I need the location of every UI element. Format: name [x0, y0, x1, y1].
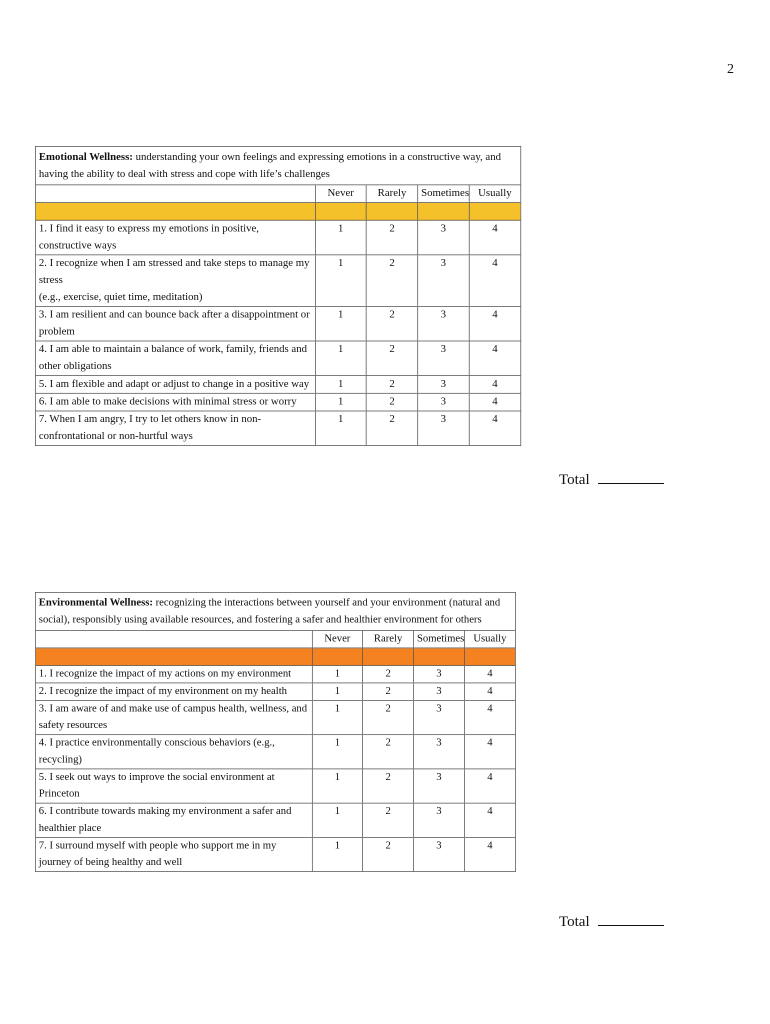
score-usually[interactable]: 4: [469, 306, 520, 341]
section-title: Environmental Wellness:: [38, 597, 153, 609]
score-never[interactable]: 1: [312, 803, 363, 837]
table-row: [36, 255, 521, 307]
score-sometimes[interactable]: 3: [414, 665, 465, 683]
score-usually[interactable]: 4: [464, 700, 515, 734]
score-rarely[interactable]: 2: [363, 683, 414, 701]
question-text: 5. I seek out ways to improve the social environment at Princeton: [36, 769, 312, 803]
table-row: [36, 837, 515, 871]
color-band: [36, 648, 515, 666]
question-text: 6. I am able to make decisions with minimal stress or worry: [36, 393, 315, 411]
score-never[interactable]: 1: [312, 837, 363, 871]
question-text: 3. I am resilient and can bounce back after a disappointment or problem: [36, 306, 315, 341]
score-rarely[interactable]: 2: [366, 411, 417, 445]
environmental-total: [559, 912, 664, 931]
table-row: [36, 306, 521, 341]
score-never[interactable]: 1: [315, 220, 366, 255]
score-sometimes[interactable]: 3: [414, 683, 465, 701]
emotional-wellness-section: [35, 146, 521, 446]
total-label: Total: [559, 472, 590, 488]
score-sometimes[interactable]: 3: [418, 411, 469, 445]
header-never: Never: [312, 631, 363, 648]
header-rarely: Rarely: [366, 185, 417, 202]
section-header: [36, 593, 515, 631]
question-text: 2. I recognize the impact of my environment on my health: [36, 683, 312, 701]
score-never[interactable]: 1: [312, 769, 363, 803]
section-header: [36, 147, 521, 185]
score-rarely[interactable]: 2: [366, 393, 417, 411]
header-row: [36, 631, 515, 648]
section-description: understanding your own feelings and expressing emotions in a constructive way, and having the ability to deal with stress and cope with life’s challenges: [38, 151, 501, 180]
score-sometimes[interactable]: 3: [418, 341, 469, 376]
score-usually[interactable]: 4: [464, 803, 515, 837]
score-never[interactable]: 1: [312, 665, 363, 683]
score-usually[interactable]: 4: [464, 837, 515, 871]
question-text: 2. I recognize when I am stressed and take steps to manage my stress (e.g., exercise, quiet time, meditation): [36, 255, 315, 307]
total-blank-field[interactable]: [598, 470, 664, 484]
score-sometimes[interactable]: 3: [414, 769, 465, 803]
header-usually: Usually: [469, 185, 520, 202]
score-rarely[interactable]: 2: [366, 376, 417, 394]
score-never[interactable]: 1: [315, 411, 366, 445]
score-usually[interactable]: 4: [469, 393, 520, 411]
total-label: Total: [559, 914, 590, 930]
score-sometimes[interactable]: 3: [414, 803, 465, 837]
score-never[interactable]: 1: [315, 306, 366, 341]
question-text: 7. I surround myself with people who support me in my journey of being healthy and well: [36, 837, 312, 871]
score-rarely[interactable]: 2: [366, 255, 417, 307]
score-rarely[interactable]: 2: [363, 665, 414, 683]
question-header: [36, 631, 312, 648]
score-never[interactable]: 1: [315, 341, 366, 376]
question-text: 7. When I am angry, I try to let others know in non-confrontational or non-hurtful ways: [36, 411, 315, 445]
score-rarely[interactable]: 2: [363, 700, 414, 734]
question-text: 4. I am able to maintain a balance of work, family, friends and other obligations: [36, 341, 315, 376]
score-sometimes[interactable]: 3: [414, 837, 465, 871]
score-sometimes[interactable]: 3: [418, 220, 469, 255]
score-usually[interactable]: 4: [464, 665, 515, 683]
score-never[interactable]: 1: [315, 393, 366, 411]
table-row: [36, 700, 515, 734]
score-never[interactable]: 1: [312, 700, 363, 734]
score-usually[interactable]: 4: [469, 341, 520, 376]
score-never[interactable]: 1: [312, 735, 363, 769]
header-sometimes: Sometimes: [414, 631, 465, 648]
score-usually[interactable]: 4: [464, 683, 515, 701]
score-usually[interactable]: 4: [469, 411, 520, 445]
score-usually[interactable]: 4: [464, 769, 515, 803]
table-row: [36, 220, 521, 255]
table-row: [36, 411, 521, 445]
table-row: [36, 769, 515, 803]
header-rarely: Rarely: [363, 631, 414, 648]
question-text: 1. I recognize the impact of my actions on my environment: [36, 665, 312, 683]
header-sometimes: Sometimes: [418, 185, 469, 202]
score-rarely[interactable]: 2: [363, 837, 414, 871]
score-sometimes[interactable]: 3: [418, 306, 469, 341]
page-number: 2: [727, 62, 734, 77]
table-row: [36, 735, 515, 769]
table-row: [36, 376, 521, 394]
rating-table: [36, 631, 515, 871]
score-usually[interactable]: 4: [464, 735, 515, 769]
score-sometimes[interactable]: 3: [414, 735, 465, 769]
total-blank-field[interactable]: [598, 912, 664, 926]
score-sometimes[interactable]: 3: [418, 255, 469, 307]
table-row: [36, 665, 515, 683]
score-sometimes[interactable]: 3: [418, 376, 469, 394]
question-text: 6. I contribute towards making my environment a safer and healthier place: [36, 803, 312, 837]
score-rarely[interactable]: 2: [363, 769, 414, 803]
score-never[interactable]: 1: [315, 376, 366, 394]
score-sometimes[interactable]: 3: [414, 700, 465, 734]
question-text: 4. I practice environmentally conscious behaviors (e.g., recycling): [36, 735, 312, 769]
question-text: 1. I find it easy to express my emotions in positive, constructive ways: [36, 220, 315, 255]
header-usually: Usually: [464, 631, 515, 648]
question-header: [36, 185, 315, 202]
score-never[interactable]: 1: [315, 255, 366, 307]
environmental-wellness-section: [35, 592, 516, 872]
question-text: 5. I am flexible and adapt or adjust to change in a positive way: [36, 376, 315, 394]
section-description: recognizing the interactions between yourself and your environment (natural and social), responsibly using available resources, and fostering a safer and healthier environment for others: [38, 597, 501, 626]
rating-table: [36, 185, 521, 445]
score-usually[interactable]: 4: [469, 255, 520, 307]
score-usually[interactable]: 4: [469, 220, 520, 255]
score-rarely[interactable]: 2: [366, 306, 417, 341]
emotional-total: [559, 470, 664, 489]
score-usually[interactable]: 4: [469, 376, 520, 394]
table-row: [36, 341, 521, 376]
score-rarely[interactable]: 2: [363, 735, 414, 769]
table-row: [36, 393, 521, 411]
score-sometimes[interactable]: 3: [418, 393, 469, 411]
header-row: [36, 185, 521, 202]
question-text: 3. I am aware of and make use of campus health, wellness, and safety resources: [36, 700, 312, 734]
question-extra: (e.g., exercise, quiet time, meditation): [38, 291, 203, 303]
score-rarely[interactable]: 2: [363, 803, 414, 837]
table-row: [36, 803, 515, 837]
header-never: Never: [315, 185, 366, 202]
table-row: [36, 683, 515, 701]
score-rarely[interactable]: 2: [366, 341, 417, 376]
color-band: [36, 203, 521, 221]
section-title: Emotional Wellness:: [38, 151, 133, 163]
score-rarely[interactable]: 2: [366, 220, 417, 255]
score-never[interactable]: 1: [312, 683, 363, 701]
